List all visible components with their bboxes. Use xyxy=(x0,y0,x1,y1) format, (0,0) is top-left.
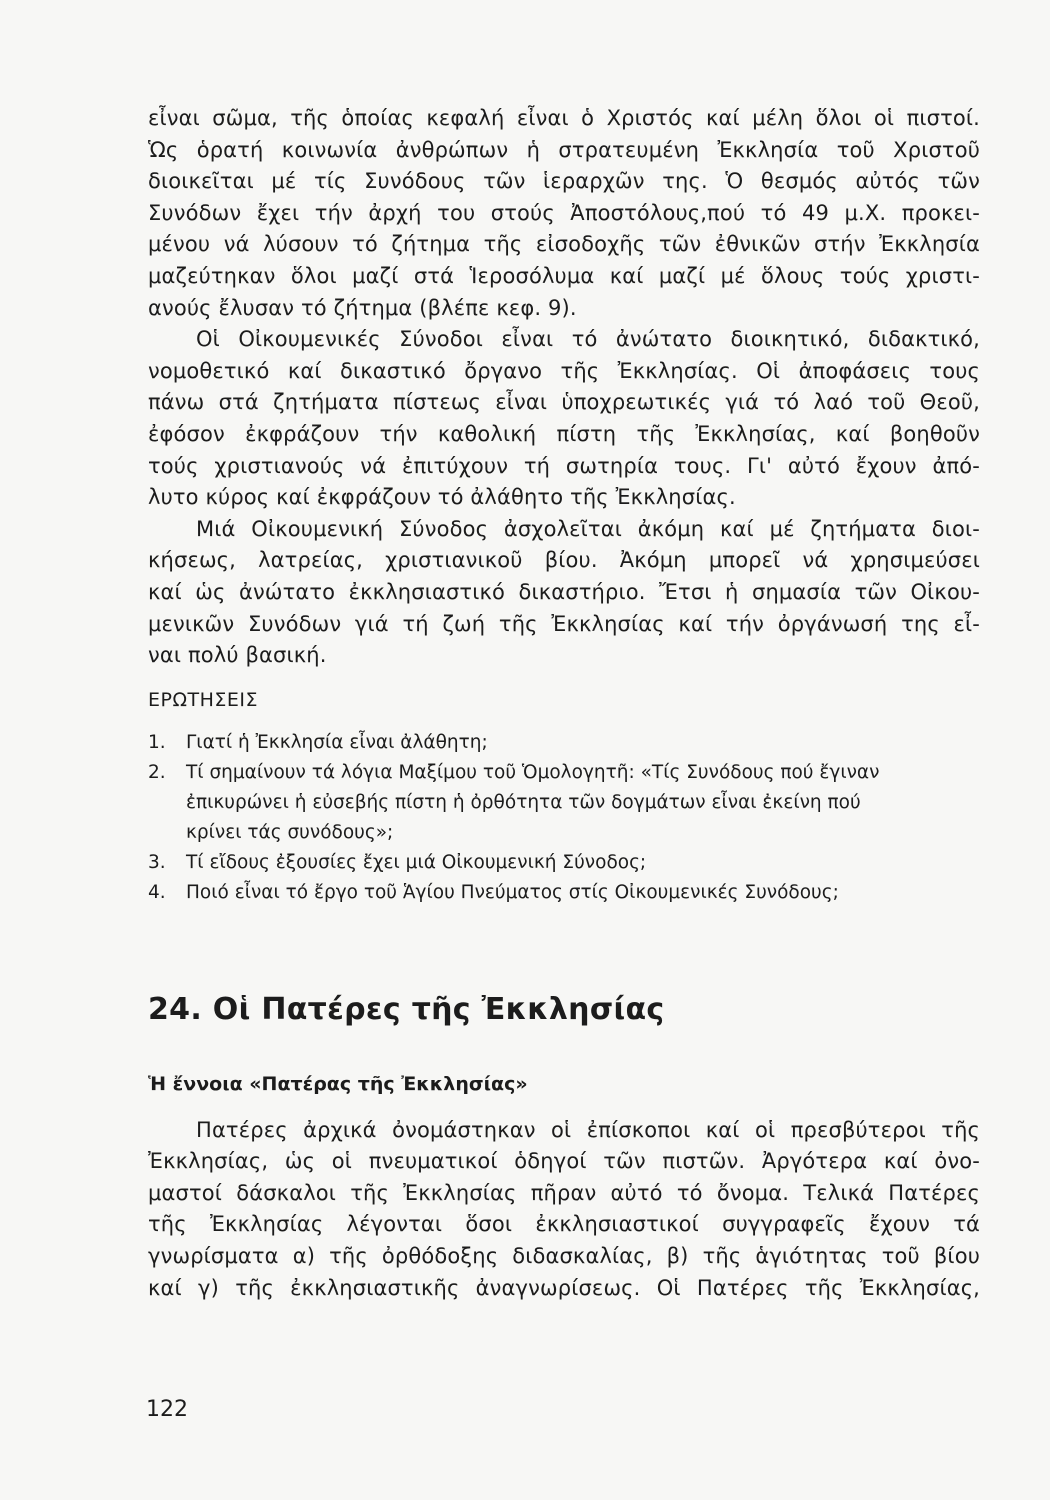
text-line: διοικεῖται μέ τίς Συνόδους τῶν ἱεραρχῶν της. Ὁ θεσμός αὐτός τῶν xyxy=(148,169,980,194)
text-line: νομοθετικό καί δικαστικό ὄργανο τῆς Ἐκκλησίας. Οἱ ἀποφάσεις τους xyxy=(148,358,980,383)
text-line: τῆς Ἐκκλησίας λέγονται ὅσοι ἐκκλησιαστικοί συγγραφεῖς ἔχουν τά xyxy=(148,1212,980,1237)
text-line: μαστοί δάσκαλοι τῆς Ἐκκλησίας πῆραν αὐτό τό ὄνομα. Τελικά Πατέρες xyxy=(148,1180,980,1205)
text-line: ναι πολύ βασική. xyxy=(148,643,327,668)
paragraph-3 xyxy=(148,514,980,672)
question-text: Τί σημαίνουν τά λόγια Μαξίμου τοῦ Ὁμολογητῆ: «Τίς Συνόδους πού ἔγιναν xyxy=(186,761,880,783)
text-line: γνωρίσματα α) τῆς ὀρθόδοξης διδασκαλίας, β) τῆς ἁγιότητας τοῦ βίου xyxy=(148,1244,980,1269)
question-text: Γιατί ἡ Ἐκκλησία εἶναι ἀλάθητη; xyxy=(186,731,488,753)
question-item xyxy=(148,758,980,788)
chapter-paragraph xyxy=(148,1115,980,1305)
paragraph-2 xyxy=(148,324,980,514)
text-line: μενικῶν Συνόδων γιά τή ζωή τῆς Ἐκκλησίας καί τήν ὀργάνωσή της εἶ- xyxy=(148,611,980,636)
text-line: εἶναι σῶμα, τῆς ὁποίας κεφαλή εἶναι ὁ Χριστός καί μέλη ὅλοι οἱ πιστοί. xyxy=(148,106,980,130)
text-line: ανούς ἔλυσαν τό ζήτημα (βλέπε κεφ. 9). xyxy=(148,295,577,320)
page-content xyxy=(148,103,980,1304)
text-line: κήσεως, λατρείας, χριστιανικοῦ βίου. Ἀκόμη μπορεῖ νά χρησιμεύσει xyxy=(148,548,980,573)
text-line: Ἐκκλησίας, ὡς οἱ πνευματικοί ὁδηγοί τῶν πιστῶν. Ἀργότερα καί ὀνο- xyxy=(148,1149,980,1174)
questions-heading: ΕΡΩΤΗΣΕΙΣ xyxy=(148,688,258,711)
text-line: μένου νά λύσουν τό ζήτημα τῆς εἰσοδοχῆς τῶν ἐθνικῶν στήν Ἐκκλησία xyxy=(148,232,980,257)
question-text-continued: κρίνει τάς συνόδους»; xyxy=(186,821,394,843)
question-text: Ποιό εἶναι τό ἔργο τοῦ Ἁγίου Πνεύματος στίς Οἰκουμενικές Συνόδους; xyxy=(186,881,839,903)
text-line: καί ὡς ἀνώτατο ἐκκλησιαστικό δικαστήριο. Ἔτσι ἡ σημασία τῶν Οἰκου- xyxy=(148,579,980,604)
page-number: 122 xyxy=(146,1397,188,1422)
question-item xyxy=(148,728,980,758)
question-item xyxy=(148,878,980,908)
question-number: 4. xyxy=(148,881,166,903)
text-line: Οἱ Οἰκουμενικές Σύνοδοι εἶναι τό ἀνώτατο διοικητικό, διδακτικό, xyxy=(196,327,980,352)
text-line: Μιά Οἰκουμενική Σύνοδος ἀσχολεῖται ἀκόμη καί μέ ζητήματα διοι- xyxy=(196,516,980,541)
question-number: 3. xyxy=(148,851,166,873)
text-line: Ὡς ὁρατή κοινωνία ἀνθρώπων ἡ στρατευμένη Ἐκκλησία τοῦ Χριστοῦ xyxy=(148,137,980,162)
text-line: τούς χριστιανούς νά ἐπιτύχουν τή σωτηρία τους. Γι' αὐτό ἔχουν ἀπό- xyxy=(148,453,980,478)
text-line: καί γ) τῆς ἐκκλησιαστικῆς ἀναγνωρίσεως. Οἱ Πατέρες τῆς Ἐκκλησίας, xyxy=(148,1275,980,1300)
questions-list xyxy=(148,728,980,908)
question-number: 1. xyxy=(148,731,166,753)
question-number: 2. xyxy=(148,761,166,783)
text-line: μαζεύτηκαν ὅλοι μαζί στά Ἱεροσόλυμα καί μαζί μέ ὅλους τούς χριστι- xyxy=(148,263,980,288)
question-text-continued: ἐπικυρώνει ἡ εὐσεβής πίστη ἡ ὀρθότητα τῶν δογμάτων εἶναι ἐκείνη πού xyxy=(186,791,861,813)
text-line: ἐφόσον ἐκφράζουν τήν καθολική πίστη τῆς Ἐκκλησίας, καί βοηθοῦν xyxy=(148,421,980,446)
question-item xyxy=(148,848,980,878)
text-line: Συνόδων ἔχει τήν ἀρχή του στούς Ἀποστόλους,πού τό 49 μ.Χ. προκει- xyxy=(148,200,980,225)
text-line: λυτο κύρος καί ἐκφράζουν τό ἀλάθητο τῆς Ἐκκλησίας. xyxy=(148,485,736,510)
section-subtitle: Ἡ ἔννοια «Πατέρας τῆς Ἐκκλησίας» xyxy=(148,1072,528,1095)
text-line: Πατέρες ἀρχικά ὀνομάστηκαν οἱ ἐπίσκοποι καί οἱ πρεσβύτεροι τῆς xyxy=(196,1117,980,1142)
question-text: Τί εἴδους ἐξουσίες ἔχει μιά Οἰκουμενική Σύνοδος; xyxy=(186,851,647,873)
text-line: πάνω στά ζητήματα πίστεως εἶναι ὑποχρεωτικές γιά τό λαό τοῦ Θεοῦ, xyxy=(148,390,980,415)
paragraph-1 xyxy=(148,103,980,324)
chapter-title: 24. Οἱ Πατέρες τῆς Ἐκκλησίας xyxy=(148,991,665,1027)
